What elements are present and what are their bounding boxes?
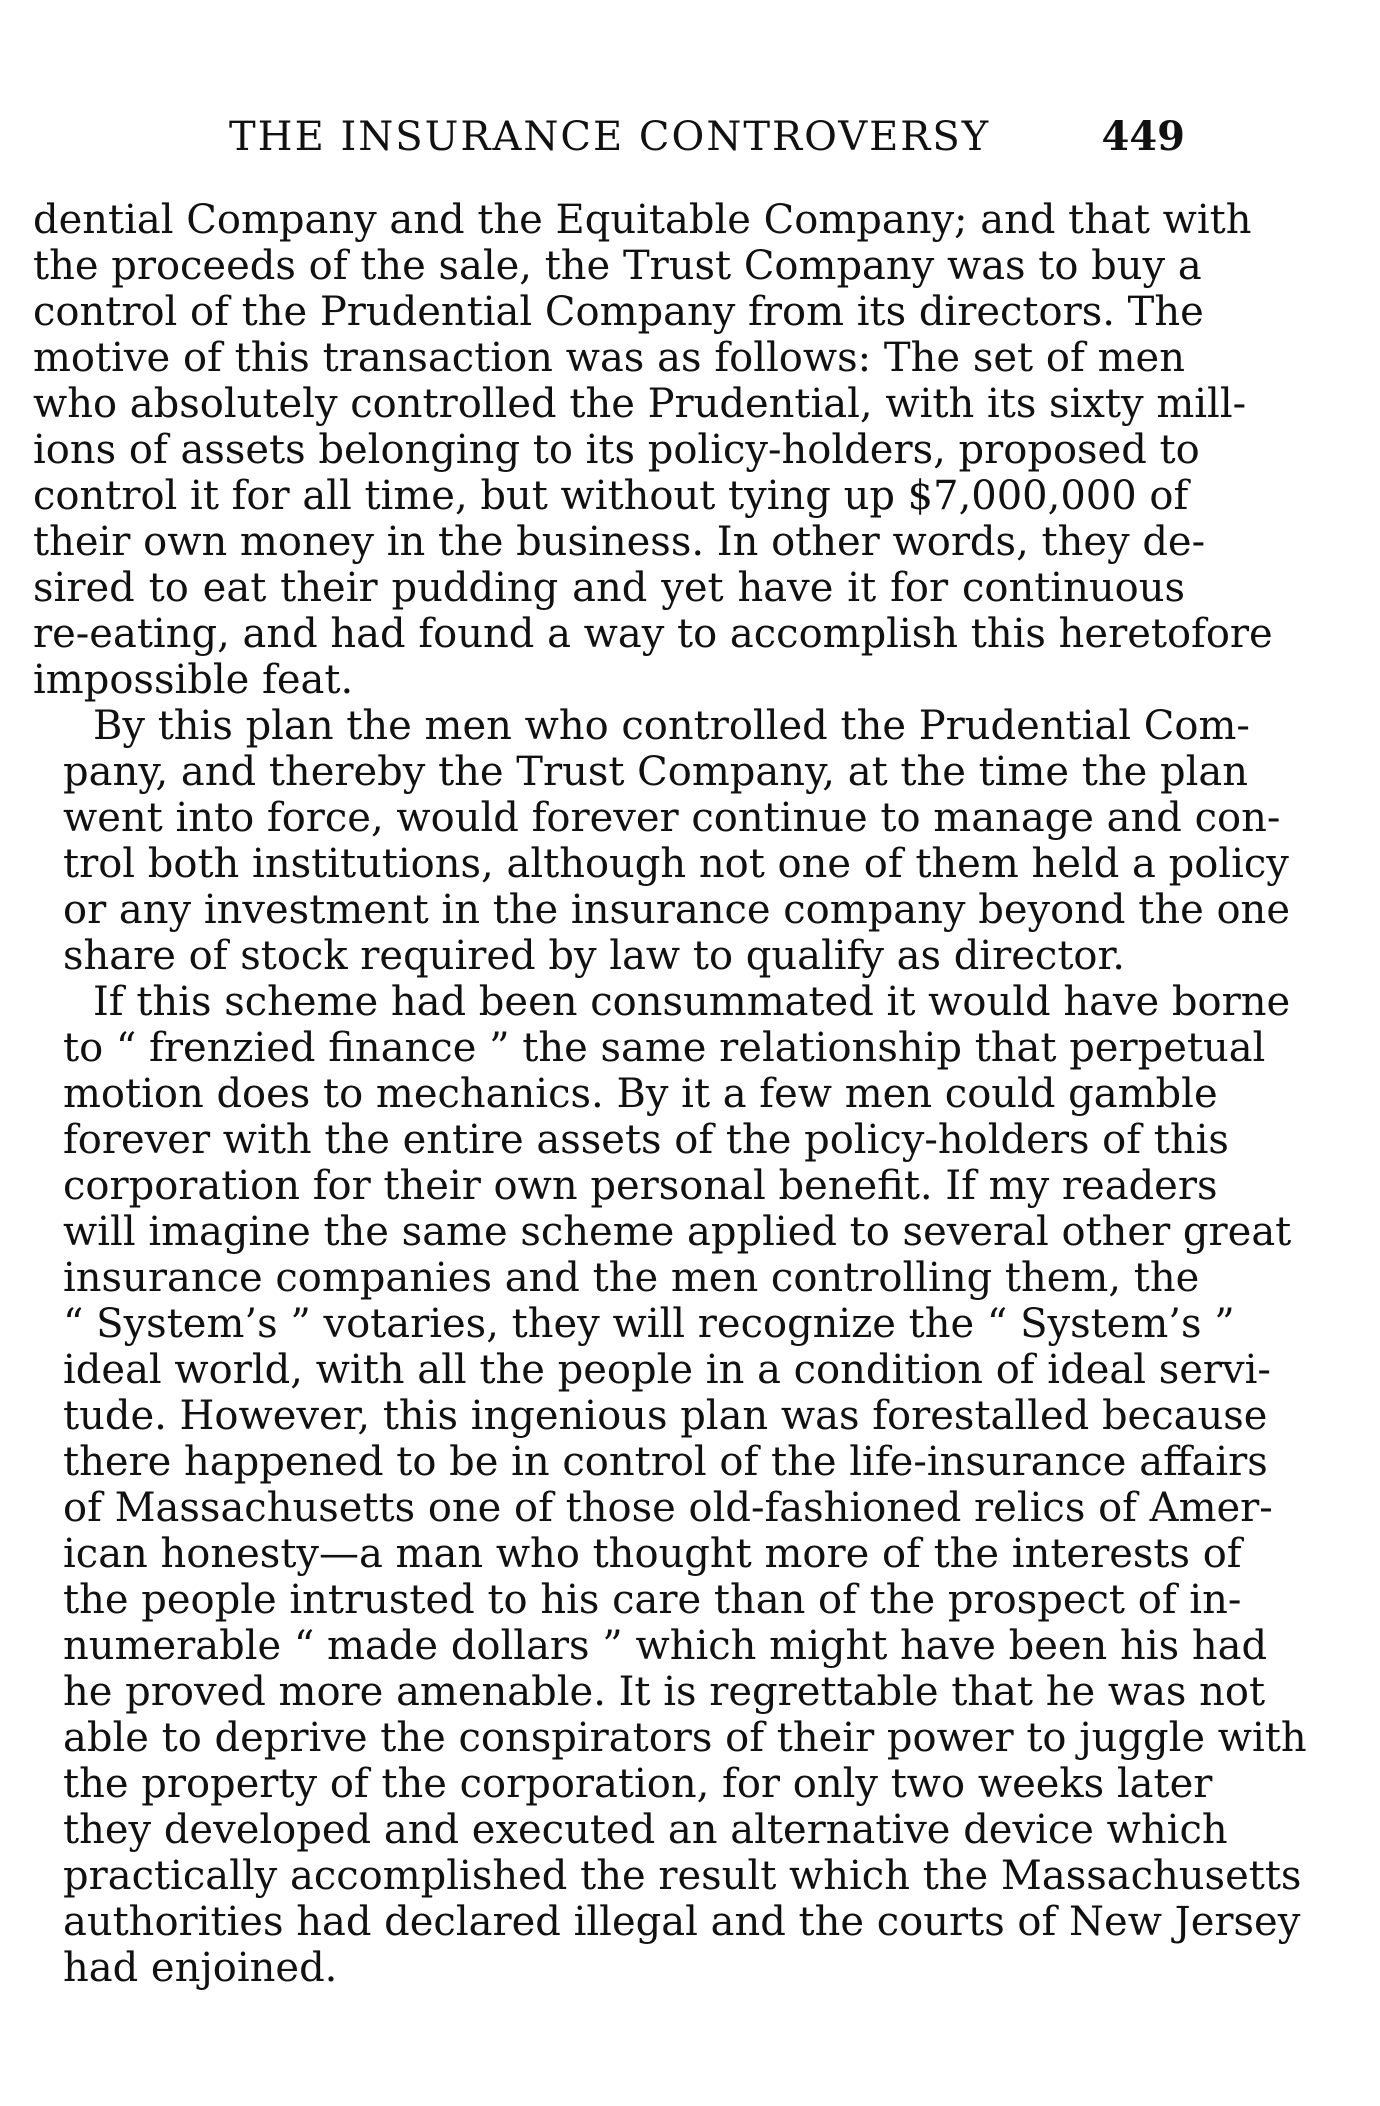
running-header: [229, 115, 1185, 159]
text-line: practically accomplished the result which the Massachusetts: [63, 1853, 1302, 1899]
text-line: re-eating, and had found a way to accomplish this heretofore: [33, 611, 1273, 657]
text-line: ican honesty—a man who thought more of the interests of: [63, 1531, 1242, 1577]
text-line: the property of the corporation, for only two weeks later: [63, 1761, 1213, 1807]
text-line: ions of assets belonging to its policy-holders, proposed to: [33, 427, 1200, 473]
text-line: impossible feat.: [33, 657, 354, 703]
running-title: THE INSURANCE CONTROVERSY: [229, 114, 991, 160]
text-line: tude. However, this ingenious plan was forestalled because: [63, 1393, 1268, 1439]
text-line: By this plan the men who controlled the Prudential Com-: [93, 703, 1250, 749]
text-line: motive of this transaction was as follows: The set of men: [33, 335, 1185, 381]
paragraph-1: [33, 197, 1273, 703]
text-line: forever with the entire assets of the policy-holders of this: [63, 1117, 1229, 1163]
text-line: control it for all time, but without tying up $7,000,000 of: [33, 473, 1189, 519]
text-line: there happened to be in control of the life-insurance affairs: [63, 1439, 1268, 1485]
text-line: to “ frenzied finance ” the same relationship that perpetual: [63, 1025, 1266, 1071]
text-line: who absolutely controlled the Prudential, with its sixty mill-: [33, 381, 1247, 427]
page-number: 449: [1101, 113, 1185, 160]
text-line: the people intrusted to his care than of the prospect of in-: [63, 1577, 1242, 1623]
text-line: or any investment in the insurance company beyond the one: [63, 887, 1290, 933]
text-line: “ System’s ” votaries, they will recognize the “ System’s ”: [63, 1301, 1235, 1347]
text-line: able to deprive the conspirators of their power to juggle with: [63, 1715, 1307, 1761]
paragraph-3: [33, 979, 1307, 1991]
text-line: If this scheme had been consummated it would have borne: [93, 979, 1291, 1025]
body-text: [33, 197, 1307, 1991]
paragraph-2: [33, 703, 1290, 979]
text-line: pany, and thereby the Trust Company, at the time the plan: [63, 749, 1248, 795]
text-line: corporation for their own personal benefit. If my readers: [63, 1163, 1218, 1209]
text-line: had enjoined.: [63, 1945, 338, 1991]
text-line: numerable “ made dollars ” which might have been his had: [63, 1623, 1268, 1669]
text-line: went into force, would forever continue to manage and con-: [63, 795, 1281, 841]
text-line: they developed and executed an alternative device which: [63, 1807, 1228, 1853]
text-line: dential Company and the Equitable Company; and that with: [33, 197, 1252, 243]
text-line: the proceeds of the sale, the Trust Company was to buy a: [33, 243, 1202, 289]
text-line: their own money in the business. In other words, they de-: [33, 519, 1206, 565]
text-line: will imagine the same scheme applied to several other great: [63, 1209, 1292, 1255]
text-line: sired to eat their pudding and yet have it for continuous: [33, 565, 1185, 611]
book-page: [33, 113, 1307, 1991]
text-line: insurance companies and the men controlling them, the: [63, 1255, 1200, 1301]
text-line: control of the Prudential Company from its directors. The: [33, 289, 1204, 335]
text-line: of Massachusetts one of those old-fashioned relics of Amer-: [63, 1485, 1273, 1531]
text-line: ideal world, with all the people in a condition of ideal servi-: [63, 1347, 1271, 1393]
text-line: motion does to mechanics. By it a few men could gamble: [63, 1071, 1218, 1117]
text-line: trol both institutions, although not one of them held a policy: [63, 841, 1289, 887]
text-line: share of stock required by law to qualify as director.: [63, 933, 1125, 979]
text-line: he proved more amenable. It is regrettable that he was not: [63, 1669, 1266, 1715]
text-line: authorities had declared illegal and the courts of New Jersey: [63, 1899, 1301, 1945]
